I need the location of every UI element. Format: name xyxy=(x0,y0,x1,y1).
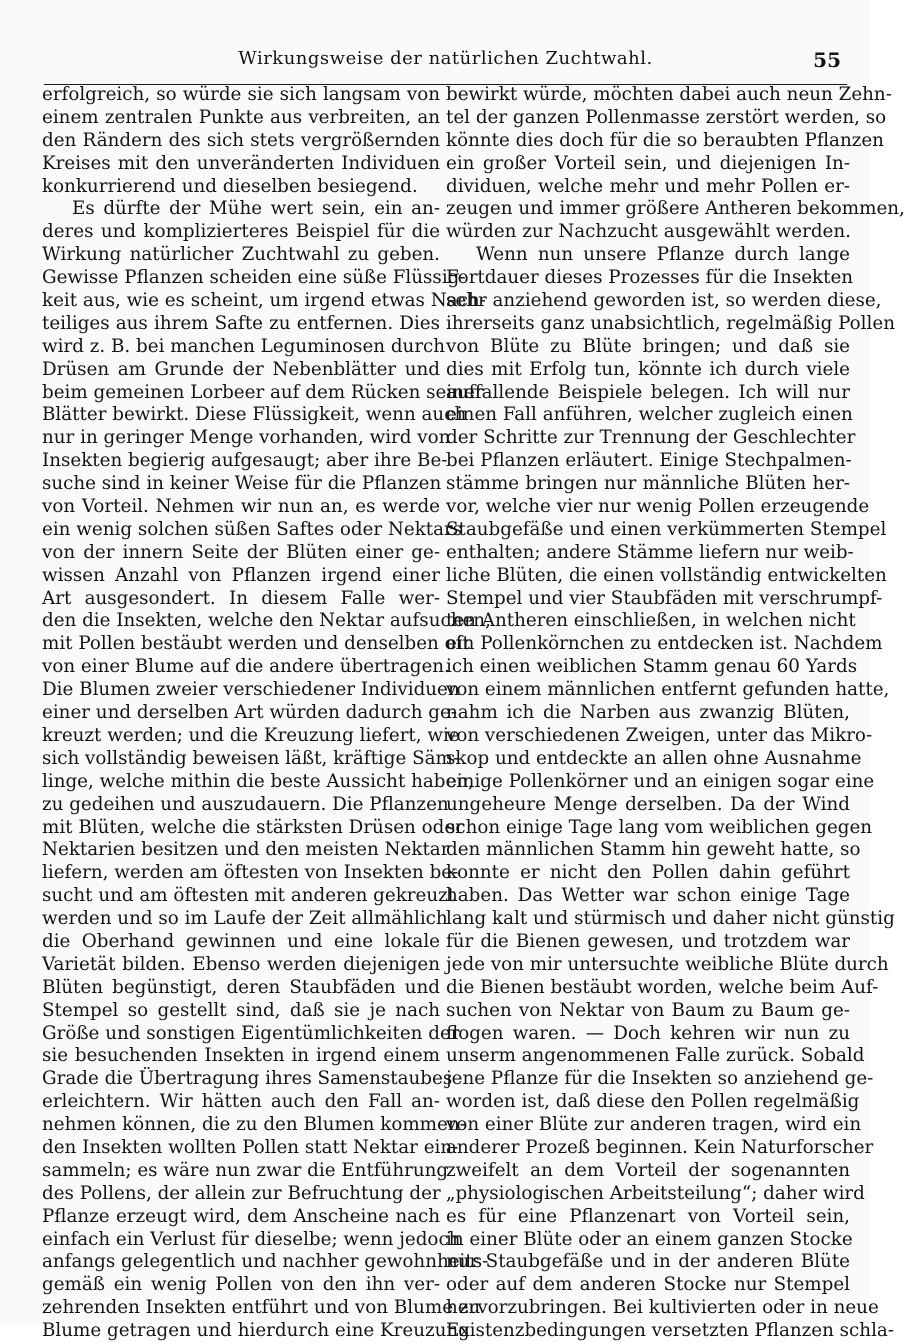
text-line: in einer Blüte oder an einem ganzen Stocke xyxy=(446,1228,853,1250)
text-line: Art ausgesondert. In diesem Falle wer- xyxy=(42,587,440,609)
text-line: Gewisse Pflanzen scheiden eine süße Flüssig- xyxy=(42,267,466,289)
text-line: Kreises mit den unveränderten Individuen xyxy=(42,152,440,174)
text-line: dies mit Erfolg tun, könnte ich durch viele xyxy=(446,358,850,380)
text-line: von einer Blüte zur anderen tragen, wird ein xyxy=(446,1114,862,1136)
text-line: mit Pollen bestäubt werden und denselben oft xyxy=(42,633,470,655)
text-line: für die Bienen gewesen, und trotzdem war xyxy=(446,930,850,952)
text-line: wissen Anzahl von Pflanzen irgend einer xyxy=(42,564,440,586)
text-line: suchen von Nektar von Baum zu Baum ge- xyxy=(446,999,850,1021)
text-line: worden ist, daß diese den Pollen regelmäßig xyxy=(446,1091,860,1113)
text-line: erfolgreich, so würde sie sich langsam von xyxy=(42,84,440,105)
text-line: zu gedeihen und auszudauern. Die Pflanzen xyxy=(42,793,449,815)
text-line: von einer Blume auf die andere übertragen. xyxy=(42,656,450,678)
text-line: jede von mir untersuchte weibliche Blüte durch xyxy=(446,953,889,975)
text-line: oder auf dem anderen Stocke nur Stempel xyxy=(446,1274,850,1296)
text-line: Pflanze erzeugt wird, dem Anscheine nach xyxy=(42,1205,440,1227)
text-line: Fortdauer dieses Prozesses für die Insekten xyxy=(446,267,854,289)
text-line: teiliges aus ihrem Safte zu entfernen. Dies xyxy=(42,312,440,334)
text-line: bei Pflanzen erläutert. Einige Stechpalmen- xyxy=(446,450,852,472)
text-line: der Schritte zur Trennung der Geschlechter xyxy=(446,427,856,449)
text-line: schon einige Tage lang vom weiblichen gegen xyxy=(446,816,873,838)
text-line: den männlichen Stamm hin geweht hatte, so xyxy=(446,839,861,861)
text-line: einen Fall anführen, welcher zugleich einen xyxy=(446,404,853,426)
text-line: sich vollständig beweisen läßt, kräftige Säm- xyxy=(42,747,460,769)
text-line: nur Staubgefäße und in der anderen Blüte xyxy=(446,1251,850,1273)
text-line: tel der ganzen Pollenmasse zerstört werden, so xyxy=(446,106,887,128)
text-line: einige Pollenkörner und an einigen sogar eine xyxy=(446,770,875,792)
text-line: könnte dies doch für die so beraubten Pflanzen xyxy=(446,129,884,151)
left-text-column xyxy=(42,84,491,1343)
text-line: keit aus, wie es scheint, um irgend etwas Nach- xyxy=(42,290,486,312)
text-line: vor, welche vier nur wenig Pollen erzeugende xyxy=(446,496,870,518)
text-line: haben. Das Wetter war schon einige Tage xyxy=(446,885,850,907)
text-line: deres und komplizierteres Beispiel für die xyxy=(42,221,440,243)
text-line: ten Antheren einschließen, in welchen nicht xyxy=(446,610,856,632)
text-line: flogen waren. — Doch kehren wir nun zu xyxy=(446,1022,850,1044)
text-line: zehrenden Insekten entführt und von Blume zu xyxy=(42,1297,481,1319)
text-line: von einem männlichen entfernt gefunden hatte, xyxy=(446,679,890,701)
text-line: hervorzubringen. Bei kultivierten oder in neue xyxy=(446,1297,879,1319)
text-line: Wirkung natürlicher Zuchtwahl zu geben. xyxy=(42,244,440,266)
text-line: nur in geringer Menge vorhanden, wird von xyxy=(42,427,451,449)
text-line: Stempel und vier Staubfäden mit verschrumpf- xyxy=(446,587,883,609)
text-line: nehmen können, die zu den Blumen kommen- xyxy=(42,1114,466,1136)
text-line: beim gemeinen Lorbeer auf dem Rücken seiner xyxy=(42,381,484,403)
text-line: ein großer Vorteil sein, und diejenigen In- xyxy=(446,152,850,174)
text-line: Nektarien besitzen und den meisten Nektar xyxy=(42,839,450,861)
text-line: sehr anziehend geworden ist, so werden diese, xyxy=(446,290,882,312)
text-line: Die Blumen zweier verschiedener Individuen xyxy=(42,679,460,701)
text-line: es für eine Pflanzenart von Vorteil sein, xyxy=(446,1205,850,1227)
text-line: Blüten begünstigt, deren Staubfäden und xyxy=(42,976,440,998)
text-line: unserm angenommenen Falle zurück. Sobald xyxy=(446,1045,865,1067)
text-line: würden zur Nachzucht ausgewählt werden. xyxy=(446,221,851,243)
text-line: mit Blüten, welche die stärksten Drüsen oder xyxy=(42,816,464,838)
text-line: zweifelt an dem Vorteil der sogenannten xyxy=(446,1159,850,1181)
text-line: skop und entdeckte an allen ohne Ausnahme xyxy=(446,747,862,769)
text-line: anderer Prozeß beginnen. Kein Naturforscher xyxy=(446,1136,874,1158)
text-line: von der innern Seite der Blüten einer ge- xyxy=(42,541,440,563)
text-line: Größe und sonstigen Eigentümlichkeiten der xyxy=(42,1022,460,1044)
text-line: stämme bringen nur männliche Blüten her- xyxy=(446,473,850,495)
text-line: Stempel so gestellt sind, daß sie je nach xyxy=(42,999,440,1021)
text-line: erleichtern. Wir hätten auch den Fall an- xyxy=(42,1091,440,1113)
text-line: konkurrierend und dieselben besiegend. xyxy=(42,175,418,197)
running-title: Wirkungsweise der natürlichen Zuchtwahl. xyxy=(238,48,653,69)
text-line: Drüsen am Grunde der Nebenblätter und xyxy=(42,358,440,380)
text-line: ich einen weiblichen Stamm genau 60 Yards xyxy=(446,656,858,678)
right-text-column xyxy=(446,84,905,1343)
text-line: kreuzt werden; und die Kreuzung liefert, wie xyxy=(42,724,460,746)
text-line: von Vorteil. Nehmen wir nun an, es werde xyxy=(42,496,440,518)
text-line: Staubgefäße und einen verkümmerten Stempel xyxy=(446,518,887,540)
text-line: liefern, werden am öftesten von Insekten be- xyxy=(42,862,459,884)
text-line: bewirkt würde, möchten dabei auch neun Zehn- xyxy=(446,84,892,105)
text-line: jene Pflanze für die Insekten so anziehend ge- xyxy=(446,1068,874,1090)
text-line: den Rändern des sich stets vergrößernden xyxy=(42,129,440,151)
text-line: Blume getragen und hierdurch eine Kreuzung xyxy=(42,1320,470,1342)
text-line: auffallende Beispiele belegen. Ich will nur xyxy=(446,381,850,403)
text-line: Varietät bilden. Ebenso werden diejenigen xyxy=(42,953,440,975)
text-line: des Pollens, der allein zur Befruchtung der xyxy=(42,1182,441,1204)
text-line: liche Blüten, die einen vollständig entwickelten xyxy=(446,564,887,586)
text-line: konnte er nicht den Pollen dahin geführt xyxy=(446,862,850,884)
text-line: Es dürfte der Mühe wert sein, ein an- xyxy=(72,198,440,220)
text-line: Wenn nun unsere Pflanze durch lange xyxy=(476,244,850,266)
text-line: von Blüte zu Blüte bringen; und daß sie xyxy=(446,335,850,357)
text-line: „physiologischen Arbeitsteilung“; daher wird xyxy=(446,1182,865,1204)
text-line: werden und so im Laufe der Zeit allmählich xyxy=(42,908,448,930)
text-line: Grade die Übertragung ihres Samenstaubes xyxy=(42,1068,453,1090)
text-line: Blätter bewirkt. Diese Flüssigkeit, wenn auch xyxy=(42,404,467,426)
text-line: gemäß ein wenig Pollen von den ihn ver- xyxy=(42,1274,440,1296)
text-line: sucht und am öftesten mit anderen gekreuzt xyxy=(42,885,456,907)
text-line: ein Pollenkörnchen zu entdecken ist. Nachdem xyxy=(446,633,883,655)
text-line: von verschiedenen Zweigen, unter das Mikro- xyxy=(446,724,873,746)
text-line: die Oberhand gewinnen und eine lokale xyxy=(42,930,440,952)
text-line: die Bienen bestäubt worden, welche beim Auf- xyxy=(446,976,879,998)
text-line: dividuen, welche mehr und mehr Pollen er- xyxy=(446,175,850,197)
text-line: enthalten; andere Stämme liefern nur weib- xyxy=(446,541,854,563)
text-line: Existenzbedingungen versetzten Pflanzen schla- xyxy=(446,1320,894,1342)
text-line: linge, welche mithin die beste Aussicht haben, xyxy=(42,770,474,792)
text-line: ihrerseits ganz unabsichtlich, regelmäßig Pollen xyxy=(446,312,895,334)
text-line: suche sind in keiner Weise für die Pflanzen xyxy=(42,473,442,495)
text-line: ein wenig solchen süßen Saftes oder Nektars xyxy=(42,518,463,540)
text-line: anfangs gelegentlich und nachher gewohnheits- xyxy=(42,1251,489,1273)
text-line: Insekten begierig aufgesaugt; aber ihre Be- xyxy=(42,450,448,472)
text-line: sammeln; es wäre nun zwar die Entführung xyxy=(42,1159,449,1181)
text-line: sie besuchenden Insekten in irgend einem xyxy=(42,1045,440,1067)
page-number: 55 xyxy=(813,48,841,72)
text-line: nahm ich die Narben aus zwanzig Blüten, xyxy=(446,702,850,724)
text-line: einfach ein Verlust für dieselbe; wenn jedoch xyxy=(42,1228,461,1250)
text-line: wird z. B. bei manchen Leguminosen durch xyxy=(42,335,446,357)
text-line: einer und derselben Art würden dadurch ge- xyxy=(42,702,457,724)
text-line: zeugen und immer größere Antheren bekommen, xyxy=(446,198,905,220)
text-line: den Insekten wollten Pollen statt Nektar ein- xyxy=(42,1136,459,1158)
page-header xyxy=(44,44,847,85)
text-line: ungeheure Menge derselben. Da der Wind xyxy=(446,793,850,815)
text-line: lang kalt und stürmisch und daher nicht günstig xyxy=(446,908,895,930)
text-line: den die Insekten, welche den Nektar aufsuchen, xyxy=(42,610,491,632)
text-line: einem zentralen Punkte aus verbreiten, an xyxy=(42,106,440,128)
